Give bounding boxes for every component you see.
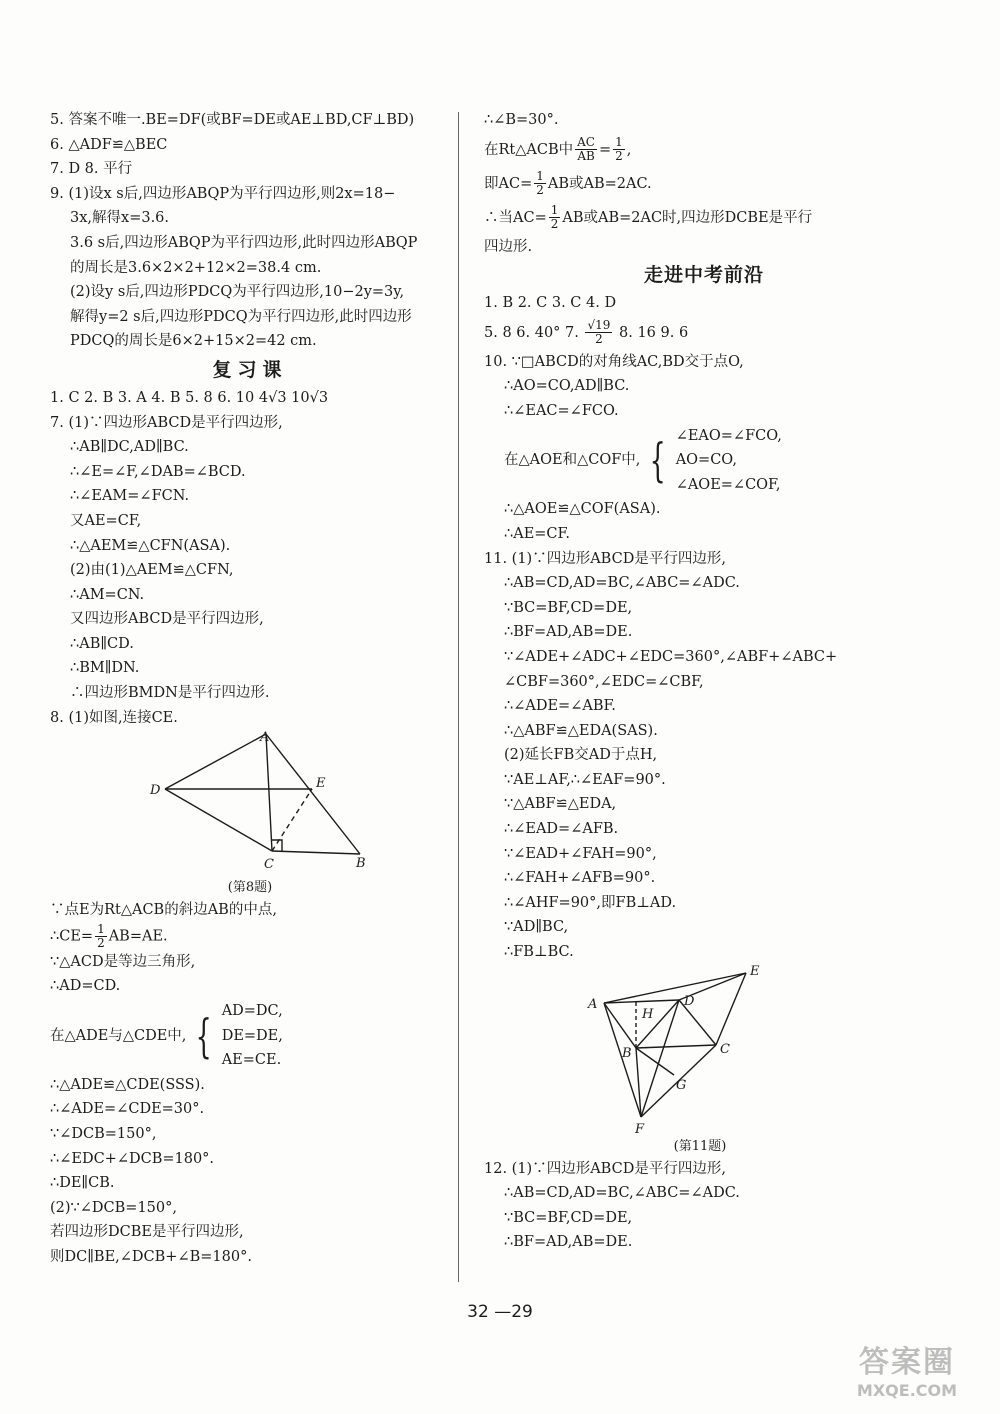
answer-line: 7. (1)∵四边形ABCD是平行四边形, bbox=[50, 414, 283, 431]
answer-line: ∴AB∥CD. bbox=[70, 635, 134, 652]
fraction bbox=[613, 136, 625, 163]
point-label-e: E bbox=[750, 964, 760, 979]
point-label-a: A bbox=[260, 730, 270, 746]
point-label-e: E bbox=[316, 776, 326, 792]
answer-line: 10. ∵□ABCD的对角线AC,BD交于点O, bbox=[484, 353, 744, 370]
text-run: 即AC= bbox=[484, 175, 533, 192]
equation-system bbox=[484, 424, 924, 498]
answer-line: ∴△ABF≌△EDA(SAS). bbox=[504, 722, 658, 739]
segment-ce bbox=[272, 789, 312, 851]
left-column bbox=[50, 108, 450, 1270]
section-heading-exam: 走进中考前沿 bbox=[643, 264, 764, 287]
answer-line: ∴△AOE≌△COF(ASA). bbox=[504, 501, 661, 518]
answer-line: ∴∠EAD=∠AFB. bbox=[504, 821, 619, 838]
system-line: ∠AOE=∠COF, bbox=[675, 476, 781, 493]
answer-line: (2)延长FB交AD于点H, bbox=[504, 747, 658, 764]
answer-line: ∵BC=BF,CD=DE, bbox=[504, 1209, 633, 1226]
point-label-a: A bbox=[588, 996, 598, 1012]
column-divider bbox=[458, 112, 459, 1282]
answer-line: ∴△AEM≌△CFN(ASA). bbox=[70, 537, 231, 554]
watermark-title: 答案圈 bbox=[859, 1345, 955, 1380]
answer-line: 又四边形ABCD是平行四边形, bbox=[70, 611, 264, 628]
equation-system bbox=[50, 999, 450, 1073]
answer-line: 1. B 2. C 3. C 4. D bbox=[484, 295, 617, 312]
answer-line: 1. C 2. B 3. A 4. B 5. 8 6. 10 4√3 10√3 bbox=[50, 389, 329, 406]
fraction-numerator: AC bbox=[577, 135, 595, 150]
point-label-g: G bbox=[676, 1077, 687, 1093]
segment-bc bbox=[636, 1045, 716, 1048]
answer-line: ∴△ADE≌△CDE(SSS). bbox=[50, 1076, 205, 1093]
system-line: AO=CO, bbox=[675, 452, 737, 469]
system-line: AE=CE. bbox=[221, 1052, 282, 1069]
answer-line: ∵△ABF≌△EDA, bbox=[504, 796, 617, 813]
answer-line: ∵AE⊥AF,∴∠EAF=90°. bbox=[504, 771, 666, 788]
segment-bf bbox=[636, 1048, 641, 1117]
answer-line: ∴∠B=30°. bbox=[484, 112, 559, 128]
answer-line: PDCQ的周长是6×2+15×2=42 cm. bbox=[70, 333, 317, 350]
answer-line: ∴∠EDC+∠DCB=180°. bbox=[50, 1150, 215, 1167]
system-lines bbox=[676, 424, 782, 498]
segment-ab bbox=[604, 1003, 636, 1048]
watermark-logo bbox=[832, 1337, 982, 1400]
text-run: ∴当AC= bbox=[484, 209, 547, 226]
segment-ae bbox=[604, 973, 746, 1003]
answer-line: ∵△ACD是等边三角形, bbox=[50, 953, 196, 970]
answer-line: ∵∠ADE+∠ADC+∠EDC=360°,∠ABF+∠ABC+ bbox=[504, 648, 838, 665]
segment-cb bbox=[272, 851, 360, 854]
section-heading-review: 复习课 bbox=[212, 358, 288, 381]
fraction-denominator: 2 bbox=[615, 149, 623, 164]
point-label-h: H bbox=[642, 1006, 654, 1022]
answer-line: ∵BC=BF,CD=DE, bbox=[504, 599, 633, 616]
answer-line: ∵AD∥BC, bbox=[504, 919, 569, 936]
system-lines bbox=[222, 999, 283, 1073]
brace-glyph: { bbox=[195, 1008, 213, 1063]
text-run: 在△ADE与△CDE中, bbox=[50, 1027, 187, 1044]
answer-line: ∴AM=CN. bbox=[70, 586, 145, 603]
fraction-numerator: 1 bbox=[536, 169, 544, 184]
answer-line: (2)设y s后,四边形PDCQ为平行四边形,10−2y=3y, bbox=[70, 284, 405, 301]
answer-line: 3.6 s后,四边形ABQP为平行四边形,此时四边形ABQP bbox=[70, 234, 418, 251]
right-column bbox=[484, 108, 924, 1255]
text-run: AB=AE. bbox=[108, 928, 168, 945]
answer-line: 6. △ADF≌△BEC bbox=[50, 136, 168, 153]
answer-line: 则DC∥BE,∠DCB+∠B=180°. bbox=[50, 1248, 252, 1265]
answer-line bbox=[484, 167, 924, 201]
answer-line: ∴AB=CD,AD=BC,∠ABC=∠ADC. bbox=[504, 1185, 740, 1202]
system-line: DE=DE, bbox=[221, 1027, 283, 1044]
answer-line: 5. 答案不唯一.BE=DF(或BF=DE或AE⊥BD,CF⊥BD) bbox=[50, 112, 415, 128]
fraction bbox=[549, 204, 561, 231]
segment-ac bbox=[266, 734, 272, 851]
answer-line: ∴AD=CD. bbox=[50, 978, 121, 995]
answer-line: 四边形. bbox=[484, 238, 533, 255]
answer-line: ∴∠AHF=90°,即FB⊥AD. bbox=[504, 894, 677, 911]
answer-line bbox=[484, 316, 924, 350]
answer-line: ∴DE∥CB. bbox=[50, 1175, 115, 1192]
text-run: AB或AB=2AC. bbox=[547, 175, 652, 192]
figure-11-caption: (第11题) bbox=[673, 1138, 727, 1154]
answer-line: ∴BF=AD,AB=DE. bbox=[504, 1234, 633, 1251]
answer-line: 7. D 8. 平行 bbox=[50, 161, 133, 178]
watermark-url: MXQE.COM bbox=[856, 1381, 958, 1400]
point-label-d: D bbox=[150, 783, 161, 799]
system-line: ∠EAO=∠FCO, bbox=[675, 427, 782, 444]
answer-line: 9. (1)设x s后,四边形ABQP为平行四边形,则2x=18− bbox=[50, 185, 396, 202]
fraction-denominator: AB bbox=[577, 149, 595, 164]
figure-11-diagram bbox=[484, 965, 924, 1137]
text-run: = bbox=[598, 141, 612, 158]
text-run: 5. 8 6. 40° 7. bbox=[484, 324, 584, 341]
answer-line: ∴∠ADE=∠CDE=30°. bbox=[50, 1101, 205, 1118]
answer-line: ∴AB=CD,AD=BC,∠ABC=∠ADC. bbox=[504, 575, 740, 592]
answer-line bbox=[50, 923, 450, 950]
figure-8-diagram bbox=[50, 730, 450, 878]
answer-line: ∵点E为Rt△ACB的斜边AB的中点, bbox=[50, 902, 277, 919]
answer-line: ∴FB⊥BC. bbox=[504, 944, 574, 961]
text-run: 在Rt△ACB中 bbox=[484, 141, 574, 158]
segment-da bbox=[165, 734, 266, 789]
answer-line: ∴BM∥DN. bbox=[70, 660, 140, 677]
fraction-denominator: 2 bbox=[550, 217, 559, 232]
answer-line: 的周长是3.6×2×2+12×2=38.4 cm. bbox=[70, 259, 322, 276]
point-label-c: C bbox=[264, 857, 274, 873]
answer-line: ∴四边形BMDN是平行四边形. bbox=[70, 685, 270, 702]
fraction-numerator: 1 bbox=[615, 135, 623, 150]
fraction-numerator: 1 bbox=[97, 921, 105, 936]
answer-line: ∴∠EAC=∠FCO. bbox=[504, 402, 619, 419]
answer-line: 11. (1)∵四边形ABCD是平行四边形, bbox=[484, 550, 726, 567]
answer-line: ∵∠EAD+∠FAH=90°, bbox=[504, 845, 657, 862]
answer-line: 3x,解得x=3.6. bbox=[70, 210, 170, 227]
answer-line: 12. (1)∵四边形ABCD是平行四边形, bbox=[484, 1160, 726, 1177]
answer-line: ∴∠E=∠F,∠DAB=∠BCD. bbox=[70, 463, 246, 480]
segment-bg bbox=[636, 1048, 674, 1075]
point-label-c: C bbox=[720, 1041, 730, 1057]
point-label-f: F bbox=[635, 1121, 645, 1137]
answer-line: ∵∠DCB=150°, bbox=[50, 1126, 157, 1142]
figure-8-caption: (第8题) bbox=[227, 880, 273, 896]
answer-line: ∴∠ADE=∠ABF. bbox=[504, 698, 616, 715]
answer-line bbox=[484, 133, 924, 167]
text-run: 8. 16 9. 6 bbox=[614, 324, 689, 341]
text-run: ∴CE= bbox=[50, 928, 94, 945]
point-label-d: D bbox=[684, 993, 695, 1009]
answer-line: 8. (1)如图,连接CE. bbox=[50, 709, 178, 726]
text-run: , bbox=[626, 141, 632, 158]
segment-dc bbox=[165, 789, 272, 851]
brace-glyph: { bbox=[649, 433, 667, 488]
fraction-denominator: 2 bbox=[536, 183, 544, 198]
fraction bbox=[534, 170, 546, 197]
answer-line: ∠CBF=360°,∠EDC=∠CBF, bbox=[504, 673, 704, 690]
answer-line: ∴∠FAH+∠AFB=90°. bbox=[504, 870, 656, 887]
answer-line: 解得y=2 s后,四边形PDCQ为平行四边形,此时四边形 bbox=[70, 308, 412, 325]
fraction-numerator: √19 bbox=[587, 318, 611, 333]
text-run: 在△AOE和△COF中, bbox=[504, 452, 641, 469]
answer-line: (2)由(1)△AEM≌△CFN, bbox=[70, 562, 234, 579]
system-line: AD=DC, bbox=[221, 1003, 283, 1020]
text-run: AB或AB=2AC时,四边形DCBE是平行 bbox=[562, 209, 813, 226]
fraction-denominator: 2 bbox=[97, 935, 105, 950]
answer-line: ∴AB∥DC,AD∥BC. bbox=[70, 439, 189, 456]
answer-line: ∴∠EAM=∠FCN. bbox=[70, 488, 190, 505]
fraction bbox=[585, 319, 612, 346]
answer-line: ∴BF=AD,AB=DE. bbox=[504, 624, 633, 641]
fraction-denominator: 2 bbox=[595, 332, 603, 347]
answer-line: ∴AO=CO,AD∥BC. bbox=[504, 378, 630, 395]
answer-line: 又AE=CF, bbox=[70, 512, 142, 529]
page-number: 32 —29 bbox=[467, 1302, 533, 1322]
answer-line: ∴AE=CF. bbox=[504, 525, 570, 542]
answer-line bbox=[484, 201, 924, 235]
answer-line: 若四边形DCBE是平行四边形, bbox=[50, 1224, 244, 1241]
fraction bbox=[575, 136, 597, 163]
fraction bbox=[95, 923, 107, 950]
answer-line: (2)∵∠DCB=150°, bbox=[50, 1199, 177, 1216]
point-label-b: B bbox=[356, 856, 366, 872]
point-label-b: B bbox=[622, 1045, 632, 1061]
segment-ab bbox=[266, 734, 360, 854]
fraction-numerator: 1 bbox=[550, 203, 559, 218]
